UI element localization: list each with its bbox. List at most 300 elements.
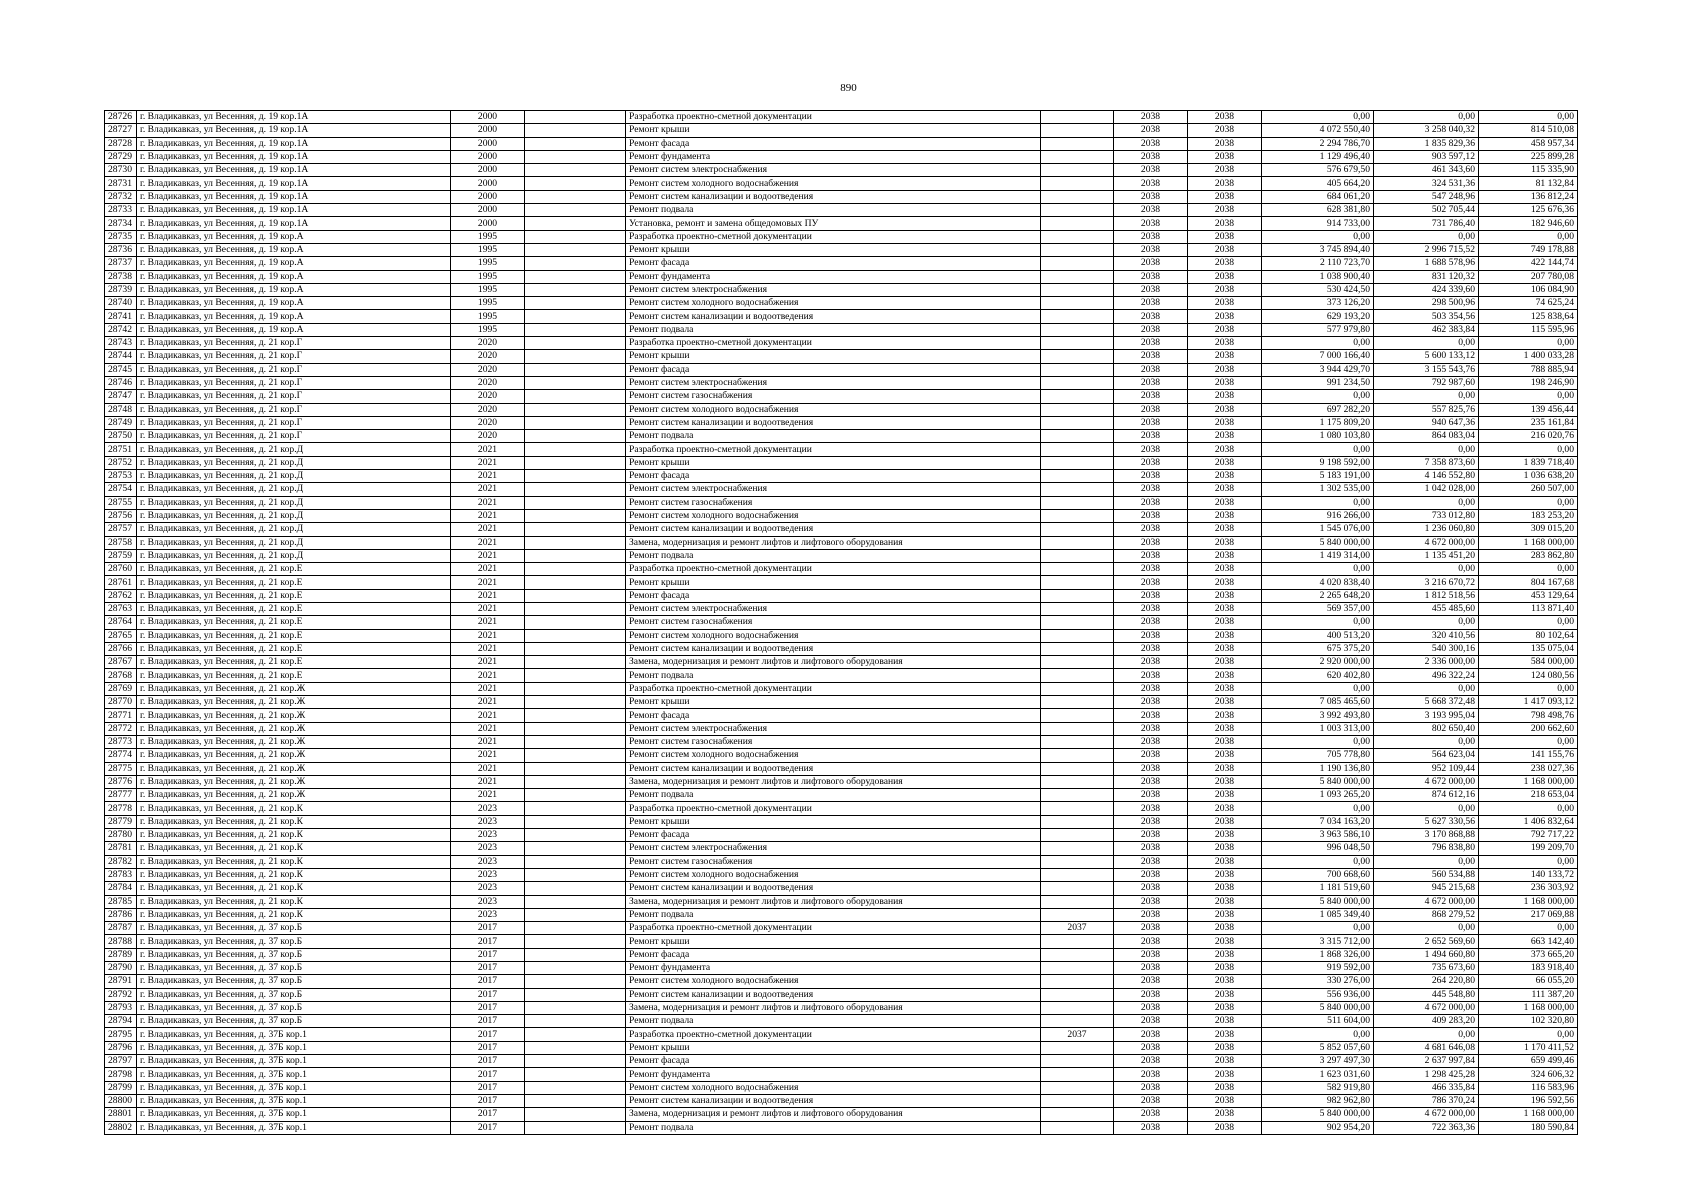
end-year-cell: 2038 (1188, 789, 1262, 802)
own-cost-cell: 814 510,08 (1479, 124, 1578, 137)
fund-cost-cell: 2 336 000,00 (1374, 656, 1479, 669)
row-id: 28776 (105, 775, 137, 788)
work-type-cell: Ремонт систем газоснабжения (626, 616, 1041, 629)
planned-year-cell (1041, 257, 1114, 270)
empty-cell (525, 1068, 626, 1081)
end-year-cell: 2038 (1188, 1094, 1262, 1107)
fund-cost-cell: 3 258 040,32 (1374, 124, 1479, 137)
table-row (105, 682, 1578, 695)
start-year-cell: 2038 (1114, 257, 1188, 270)
empty-cell (525, 682, 626, 695)
fund-cost-cell: 0,00 (1374, 390, 1479, 403)
total-cost-cell: 5 183 191,00 (1262, 470, 1374, 483)
start-year-cell: 2038 (1114, 815, 1188, 828)
start-year-cell: 2038 (1114, 696, 1188, 709)
start-year-cell: 2038 (1114, 416, 1188, 429)
build-year-cell: 2017 (451, 935, 525, 948)
fund-cost-cell: 5 600 133,12 (1374, 350, 1479, 363)
planned-year-cell (1041, 988, 1114, 1001)
planned-year-cell (1041, 802, 1114, 815)
fund-cost-cell: 502 705,44 (1374, 204, 1479, 217)
row-id: 28737 (105, 257, 137, 270)
planned-year-cell (1041, 735, 1114, 748)
end-year-cell: 2038 (1188, 124, 1262, 137)
work-type-cell: Ремонт фасада (626, 709, 1041, 722)
own-cost-cell: 113 871,40 (1479, 602, 1578, 615)
address-cell: г. Владикавказ, ул Весенняя, д. 37 кор.Б (137, 948, 451, 961)
start-year-cell: 2038 (1114, 509, 1188, 522)
total-cost-cell: 511 604,00 (1262, 1015, 1374, 1028)
own-cost-cell: 238 027,36 (1479, 762, 1578, 775)
row-id: 28764 (105, 616, 137, 629)
end-year-cell: 2038 (1188, 137, 1262, 150)
fund-cost-cell: 4 672 000,00 (1374, 775, 1479, 788)
build-year-cell: 2017 (451, 988, 525, 1001)
end-year-cell: 2038 (1188, 430, 1262, 443)
planned-year-cell (1041, 177, 1114, 190)
fund-cost-cell: 0,00 (1374, 1028, 1479, 1041)
row-id: 28756 (105, 509, 137, 522)
empty-cell (525, 908, 626, 921)
planned-year-cell (1041, 1015, 1114, 1028)
table-row (105, 1081, 1578, 1094)
empty-cell (525, 150, 626, 163)
start-year-cell: 2038 (1114, 549, 1188, 562)
row-id: 28791 (105, 975, 137, 988)
start-year-cell: 2038 (1114, 1055, 1188, 1068)
empty-cell (525, 842, 626, 855)
fund-cost-cell: 831 120,32 (1374, 270, 1479, 283)
planned-year-cell (1041, 403, 1114, 416)
build-year-cell: 2020 (451, 390, 525, 403)
address-cell: г. Владикавказ, ул Весенняя, д. 19 кор.1А (137, 204, 451, 217)
total-cost-cell: 996 048,50 (1262, 842, 1374, 855)
work-type-cell: Ремонт подвала (626, 669, 1041, 682)
start-year-cell: 2038 (1114, 483, 1188, 496)
build-year-cell: 2021 (451, 735, 525, 748)
address-cell: г. Владикавказ, ул Весенняя, д. 21 кор.Е (137, 589, 451, 602)
table-row (105, 1108, 1578, 1121)
empty-cell (525, 1108, 626, 1121)
build-year-cell: 2021 (451, 682, 525, 695)
fund-cost-cell: 466 335,84 (1374, 1081, 1479, 1094)
planned-year-cell (1041, 815, 1114, 828)
address-cell: г. Владикавказ, ул Весенняя, д. 21 кор.К (137, 829, 451, 842)
row-id: 28782 (105, 855, 137, 868)
start-year-cell: 2038 (1114, 829, 1188, 842)
start-year-cell: 2038 (1114, 882, 1188, 895)
row-id: 28787 (105, 922, 137, 935)
empty-cell (525, 190, 626, 203)
own-cost-cell: 663 142,40 (1479, 935, 1578, 948)
fund-cost-cell: 503 354,56 (1374, 310, 1479, 323)
end-year-cell: 2038 (1188, 1001, 1262, 1014)
build-year-cell: 2021 (451, 722, 525, 735)
empty-cell (525, 523, 626, 536)
row-id: 28777 (105, 789, 137, 802)
end-year-cell: 2038 (1188, 842, 1262, 855)
row-id: 28726 (105, 111, 137, 124)
total-cost-cell: 405 664,20 (1262, 177, 1374, 190)
own-cost-cell: 125 676,36 (1479, 204, 1578, 217)
address-cell: г. Владикавказ, ул Весенняя, д. 21 кор.Ж (137, 789, 451, 802)
work-type-cell: Ремонт подвала (626, 204, 1041, 217)
table-row (105, 669, 1578, 682)
fund-cost-cell: 0,00 (1374, 337, 1479, 350)
planned-year-cell (1041, 456, 1114, 469)
build-year-cell: 2017 (451, 1121, 525, 1134)
end-year-cell: 2038 (1188, 696, 1262, 709)
table-row (105, 483, 1578, 496)
start-year-cell: 2038 (1114, 775, 1188, 788)
work-type-cell: Замена, модернизация и ремонт лифтов и лифтового оборудования (626, 1108, 1041, 1121)
table-row (105, 217, 1578, 230)
address-cell: г. Владикавказ, ул Весенняя, д. 21 кор.К (137, 882, 451, 895)
total-cost-cell: 697 282,20 (1262, 403, 1374, 416)
planned-year-cell (1041, 270, 1114, 283)
own-cost-cell: 139 456,44 (1479, 403, 1578, 416)
address-cell: г. Владикавказ, ул Весенняя, д. 19 кор.1А (137, 190, 451, 203)
empty-cell (525, 735, 626, 748)
fund-cost-cell: 424 339,60 (1374, 283, 1479, 296)
start-year-cell: 2038 (1114, 802, 1188, 815)
empty-cell (525, 1121, 626, 1134)
row-id: 28746 (105, 376, 137, 389)
start-year-cell: 2038 (1114, 855, 1188, 868)
fund-cost-cell: 0,00 (1374, 922, 1479, 935)
work-type-cell: Ремонт систем газоснабжения (626, 390, 1041, 403)
total-cost-cell: 3 297 497,30 (1262, 1055, 1374, 1068)
work-type-cell: Замена, модернизация и ремонт лифтов и лифтового оборудования (626, 775, 1041, 788)
row-id: 28773 (105, 735, 137, 748)
own-cost-cell: 1 417 093,12 (1479, 696, 1578, 709)
start-year-cell: 2038 (1114, 111, 1188, 124)
work-type-cell: Ремонт систем канализации и водоотведения (626, 416, 1041, 429)
planned-year-cell (1041, 549, 1114, 562)
build-year-cell: 2021 (451, 576, 525, 589)
address-cell: г. Владикавказ, ул Весенняя, д. 21 кор.Д (137, 536, 451, 549)
work-type-cell: Ремонт систем электроснабжения (626, 164, 1041, 177)
start-year-cell: 2038 (1114, 430, 1188, 443)
end-year-cell: 2038 (1188, 283, 1262, 296)
total-cost-cell: 2 294 786,70 (1262, 137, 1374, 150)
address-cell: г. Владикавказ, ул Весенняя, д. 21 кор.К (137, 855, 451, 868)
build-year-cell: 2017 (451, 948, 525, 961)
fund-cost-cell: 796 838,80 (1374, 842, 1479, 855)
total-cost-cell: 0,00 (1262, 443, 1374, 456)
planned-year-cell (1041, 696, 1114, 709)
address-cell: г. Владикавказ, ул Весенняя, д. 37Б кор.1 (137, 1041, 451, 1054)
row-id: 28801 (105, 1108, 137, 1121)
table-row (105, 496, 1578, 509)
table-row (105, 656, 1578, 669)
work-type-cell: Ремонт систем холодного водоснабжения (626, 975, 1041, 988)
empty-cell (525, 496, 626, 509)
start-year-cell: 2038 (1114, 935, 1188, 948)
start-year-cell: 2038 (1114, 1068, 1188, 1081)
start-year-cell: 2038 (1114, 523, 1188, 536)
work-type-cell: Разработка проектно-сметной документации (626, 802, 1041, 815)
fund-cost-cell: 4 681 646,08 (1374, 1041, 1479, 1054)
total-cost-cell: 3 944 429,70 (1262, 363, 1374, 376)
planned-year-cell (1041, 283, 1114, 296)
build-year-cell: 2023 (451, 802, 525, 815)
end-year-cell: 2038 (1188, 855, 1262, 868)
fund-cost-cell: 3 155 543,76 (1374, 363, 1479, 376)
own-cost-cell: 458 957,34 (1479, 137, 1578, 150)
fund-cost-cell: 733 012,80 (1374, 509, 1479, 522)
empty-cell (525, 283, 626, 296)
table-row (105, 602, 1578, 615)
work-type-cell: Замена, модернизация и ремонт лифтов и лифтового оборудования (626, 536, 1041, 549)
empty-cell (525, 124, 626, 137)
table-row (105, 456, 1578, 469)
empty-cell (525, 443, 626, 456)
own-cost-cell: 225 899,28 (1479, 150, 1578, 163)
table-row (105, 709, 1578, 722)
empty-cell (525, 616, 626, 629)
planned-year-cell (1041, 483, 1114, 496)
row-id: 28732 (105, 190, 137, 203)
planned-year-cell (1041, 855, 1114, 868)
build-year-cell: 2020 (451, 363, 525, 376)
end-year-cell: 2038 (1188, 1081, 1262, 1094)
empty-cell (525, 669, 626, 682)
planned-year-cell (1041, 576, 1114, 589)
work-type-cell: Замена, модернизация и ремонт лифтов и лифтового оборудования (626, 656, 1041, 669)
build-year-cell: 2017 (451, 1094, 525, 1107)
total-cost-cell: 2 265 648,20 (1262, 589, 1374, 602)
planned-year-cell (1041, 1041, 1114, 1054)
end-year-cell: 2038 (1188, 549, 1262, 562)
empty-cell (525, 1081, 626, 1094)
empty-cell (525, 337, 626, 350)
total-cost-cell: 0,00 (1262, 616, 1374, 629)
planned-year-cell (1041, 616, 1114, 629)
work-type-cell: Ремонт систем холодного водоснабжения (626, 749, 1041, 762)
work-type-cell: Ремонт фасада (626, 363, 1041, 376)
work-type-cell: Ремонт систем канализации и водоотведения (626, 762, 1041, 775)
total-cost-cell: 373 126,20 (1262, 297, 1374, 310)
total-cost-cell: 0,00 (1262, 563, 1374, 576)
planned-year-cell (1041, 443, 1114, 456)
address-cell: г. Владикавказ, ул Весенняя, д. 21 кор.Ж (137, 696, 451, 709)
start-year-cell: 2038 (1114, 669, 1188, 682)
row-id: 28779 (105, 815, 137, 828)
planned-year-cell (1041, 842, 1114, 855)
build-year-cell: 2021 (451, 549, 525, 562)
fund-cost-cell: 1 835 829,36 (1374, 137, 1479, 150)
build-year-cell: 2021 (451, 656, 525, 669)
own-cost-cell: 804 167,68 (1479, 576, 1578, 589)
fund-cost-cell: 7 358 873,60 (1374, 456, 1479, 469)
table-row (105, 323, 1578, 336)
total-cost-cell: 569 357,00 (1262, 602, 1374, 615)
table-row (105, 1001, 1578, 1014)
planned-year-cell (1041, 682, 1114, 695)
row-id: 28741 (105, 310, 137, 323)
fund-cost-cell: 2 996 715,52 (1374, 243, 1479, 256)
own-cost-cell: 584 000,00 (1479, 656, 1578, 669)
address-cell: г. Владикавказ, ул Весенняя, д. 21 кор.Д (137, 496, 451, 509)
own-cost-cell: 1 168 000,00 (1479, 1108, 1578, 1121)
build-year-cell: 2021 (451, 629, 525, 642)
work-type-cell: Ремонт фундамента (626, 962, 1041, 975)
own-cost-cell: 788 885,94 (1479, 363, 1578, 376)
start-year-cell: 2038 (1114, 682, 1188, 695)
address-cell: г. Владикавказ, ул Весенняя, д. 21 кор.Г (137, 390, 451, 403)
fund-cost-cell: 731 786,40 (1374, 217, 1479, 230)
table-row (105, 283, 1578, 296)
own-cost-cell: 216 020,76 (1479, 430, 1578, 443)
total-cost-cell: 700 668,60 (1262, 868, 1374, 881)
empty-cell (525, 323, 626, 336)
build-year-cell: 2023 (451, 895, 525, 908)
planned-year-cell: 2037 (1041, 922, 1114, 935)
row-id: 28780 (105, 829, 137, 842)
row-id: 28760 (105, 563, 137, 576)
own-cost-cell: 196 592,56 (1479, 1094, 1578, 1107)
fund-cost-cell: 3 170 868,88 (1374, 829, 1479, 842)
address-cell: г. Владикавказ, ул Весенняя, д. 19 кор.1А (137, 124, 451, 137)
row-id: 28727 (105, 124, 137, 137)
row-id: 28800 (105, 1094, 137, 1107)
address-cell: г. Владикавказ, ул Весенняя, д. 21 кор.Г (137, 430, 451, 443)
fund-cost-cell: 1 688 578,96 (1374, 257, 1479, 270)
total-cost-cell: 1 181 519,60 (1262, 882, 1374, 895)
empty-cell (525, 629, 626, 642)
end-year-cell: 2038 (1188, 642, 1262, 655)
row-id: 28738 (105, 270, 137, 283)
end-year-cell: 2038 (1188, 735, 1262, 748)
build-year-cell: 2021 (451, 589, 525, 602)
total-cost-cell: 0,00 (1262, 230, 1374, 243)
own-cost-cell: 0,00 (1479, 230, 1578, 243)
row-id: 28790 (105, 962, 137, 975)
build-year-cell: 2020 (451, 430, 525, 443)
planned-year-cell (1041, 962, 1114, 975)
fund-cost-cell: 940 647,36 (1374, 416, 1479, 429)
planned-year-cell (1041, 1001, 1114, 1014)
work-type-cell: Ремонт крыши (626, 1041, 1041, 1054)
row-id: 28770 (105, 696, 137, 709)
fund-cost-cell: 540 300,16 (1374, 642, 1479, 655)
fund-cost-cell: 0,00 (1374, 111, 1479, 124)
table-row (105, 536, 1578, 549)
build-year-cell: 2021 (451, 483, 525, 496)
planned-year-cell (1041, 1055, 1114, 1068)
empty-cell (525, 696, 626, 709)
empty-cell (525, 243, 626, 256)
fund-cost-cell: 802 650,40 (1374, 722, 1479, 735)
table-row (105, 722, 1578, 735)
row-id: 28740 (105, 297, 137, 310)
fund-cost-cell: 4 672 000,00 (1374, 1001, 1479, 1014)
start-year-cell: 2038 (1114, 762, 1188, 775)
address-cell: г. Владикавказ, ул Весенняя, д. 37Б кор.1 (137, 1055, 451, 1068)
build-year-cell: 2021 (451, 602, 525, 615)
build-year-cell: 2000 (451, 111, 525, 124)
row-id: 28769 (105, 682, 137, 695)
build-year-cell: 2023 (451, 882, 525, 895)
empty-cell (525, 563, 626, 576)
total-cost-cell: 5 840 000,00 (1262, 895, 1374, 908)
own-cost-cell: 198 246,90 (1479, 376, 1578, 389)
build-year-cell: 2000 (451, 124, 525, 137)
end-year-cell: 2038 (1188, 523, 1262, 536)
planned-year-cell (1041, 509, 1114, 522)
own-cost-cell: 217 069,88 (1479, 908, 1578, 921)
build-year-cell: 2021 (451, 696, 525, 709)
planned-year-cell (1041, 1108, 1114, 1121)
address-cell: г. Владикавказ, ул Весенняя, д. 21 кор.Г (137, 363, 451, 376)
address-cell: г. Владикавказ, ул Весенняя, д. 21 кор.Д (137, 470, 451, 483)
work-type-cell: Ремонт крыши (626, 815, 1041, 828)
start-year-cell: 2038 (1114, 496, 1188, 509)
end-year-cell: 2038 (1188, 1068, 1262, 1081)
capital-repair-register-table (104, 110, 1578, 1135)
empty-cell (525, 935, 626, 948)
build-year-cell: 2020 (451, 416, 525, 429)
total-cost-cell: 1 093 265,20 (1262, 789, 1374, 802)
start-year-cell: 2038 (1114, 988, 1188, 1001)
own-cost-cell: 80 102,64 (1479, 629, 1578, 642)
own-cost-cell: 66 055,20 (1479, 975, 1578, 988)
planned-year-cell (1041, 1121, 1114, 1134)
start-year-cell: 2038 (1114, 376, 1188, 389)
start-year-cell: 2038 (1114, 350, 1188, 363)
empty-cell (525, 430, 626, 443)
address-cell: г. Владикавказ, ул Весенняя, д. 37Б кор.1 (137, 1028, 451, 1041)
address-cell: г. Владикавказ, ул Весенняя, д. 21 кор.К (137, 868, 451, 881)
total-cost-cell: 2 920 000,00 (1262, 656, 1374, 669)
empty-cell (525, 1094, 626, 1107)
address-cell: г. Владикавказ, ул Весенняя, д. 19 кор.А (137, 243, 451, 256)
own-cost-cell: 422 144,74 (1479, 257, 1578, 270)
empty-cell (525, 855, 626, 868)
build-year-cell: 2021 (451, 509, 525, 522)
fund-cost-cell: 1 236 060,80 (1374, 523, 1479, 536)
start-year-cell: 2038 (1114, 895, 1188, 908)
end-year-cell: 2038 (1188, 190, 1262, 203)
table-row (105, 1028, 1578, 1041)
total-cost-cell: 4 020 838,40 (1262, 576, 1374, 589)
build-year-cell: 2017 (451, 1068, 525, 1081)
planned-year-cell (1041, 496, 1114, 509)
build-year-cell: 2021 (451, 669, 525, 682)
work-type-cell: Ремонт систем газоснабжения (626, 496, 1041, 509)
planned-year-cell (1041, 882, 1114, 895)
own-cost-cell: 0,00 (1479, 616, 1578, 629)
work-type-cell: Ремонт фундамента (626, 1068, 1041, 1081)
own-cost-cell: 0,00 (1479, 443, 1578, 456)
start-year-cell: 2038 (1114, 563, 1188, 576)
fund-cost-cell: 409 283,20 (1374, 1015, 1479, 1028)
address-cell: г. Владикавказ, ул Весенняя, д. 21 кор.Г (137, 337, 451, 350)
own-cost-cell: 0,00 (1479, 111, 1578, 124)
empty-cell (525, 1055, 626, 1068)
table-row (105, 243, 1578, 256)
planned-year-cell (1041, 775, 1114, 788)
work-type-cell: Ремонт фундамента (626, 270, 1041, 283)
table-row (105, 270, 1578, 283)
fund-cost-cell: 5 668 372,48 (1374, 696, 1479, 709)
table-row (105, 749, 1578, 762)
table-row (105, 430, 1578, 443)
row-id: 28793 (105, 1001, 137, 1014)
planned-year-cell (1041, 908, 1114, 921)
empty-cell (525, 230, 626, 243)
